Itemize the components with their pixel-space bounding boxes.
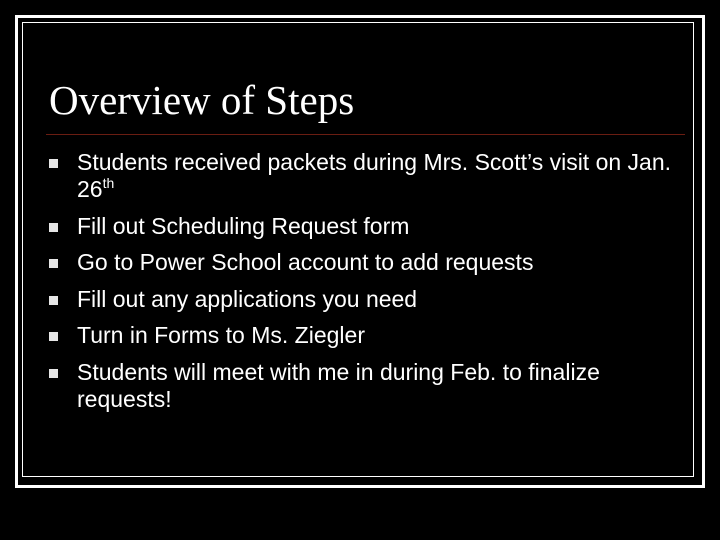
square-bullet-icon bbox=[49, 159, 58, 168]
bullet-text: Turn in Forms to Ms. Ziegler bbox=[77, 322, 365, 348]
square-bullet-icon bbox=[49, 223, 58, 232]
square-bullet-icon bbox=[49, 369, 58, 378]
bullet-text bbox=[77, 149, 671, 202]
bullet-text-superscript: th bbox=[102, 175, 115, 191]
bullet-item bbox=[49, 249, 689, 276]
bullet-text: Go to Power School account to add requests bbox=[77, 249, 534, 275]
square-bullet-icon bbox=[49, 259, 58, 268]
slide-title: Overview of Steps bbox=[49, 77, 355, 123]
bullet-item bbox=[49, 149, 689, 203]
bullet-item bbox=[49, 286, 689, 313]
bullet-item bbox=[49, 213, 689, 240]
title-divider bbox=[46, 134, 685, 135]
square-bullet-icon bbox=[49, 296, 58, 305]
bullet-list bbox=[49, 149, 689, 422]
bullet-text: Fill out Scheduling Request form bbox=[77, 212, 410, 239]
square-bullet-icon bbox=[49, 332, 58, 341]
bullet-text: Fill out any applications you need bbox=[77, 285, 418, 312]
bullet-item bbox=[49, 359, 689, 413]
bullet-text: Students will meet with me in during Feb. to finalize requests! bbox=[77, 358, 600, 412]
bullet-item bbox=[49, 322, 689, 349]
bullet-text-main: Students received packets during Mrs. Scott’s visit on Jan. 26 bbox=[77, 149, 672, 202]
